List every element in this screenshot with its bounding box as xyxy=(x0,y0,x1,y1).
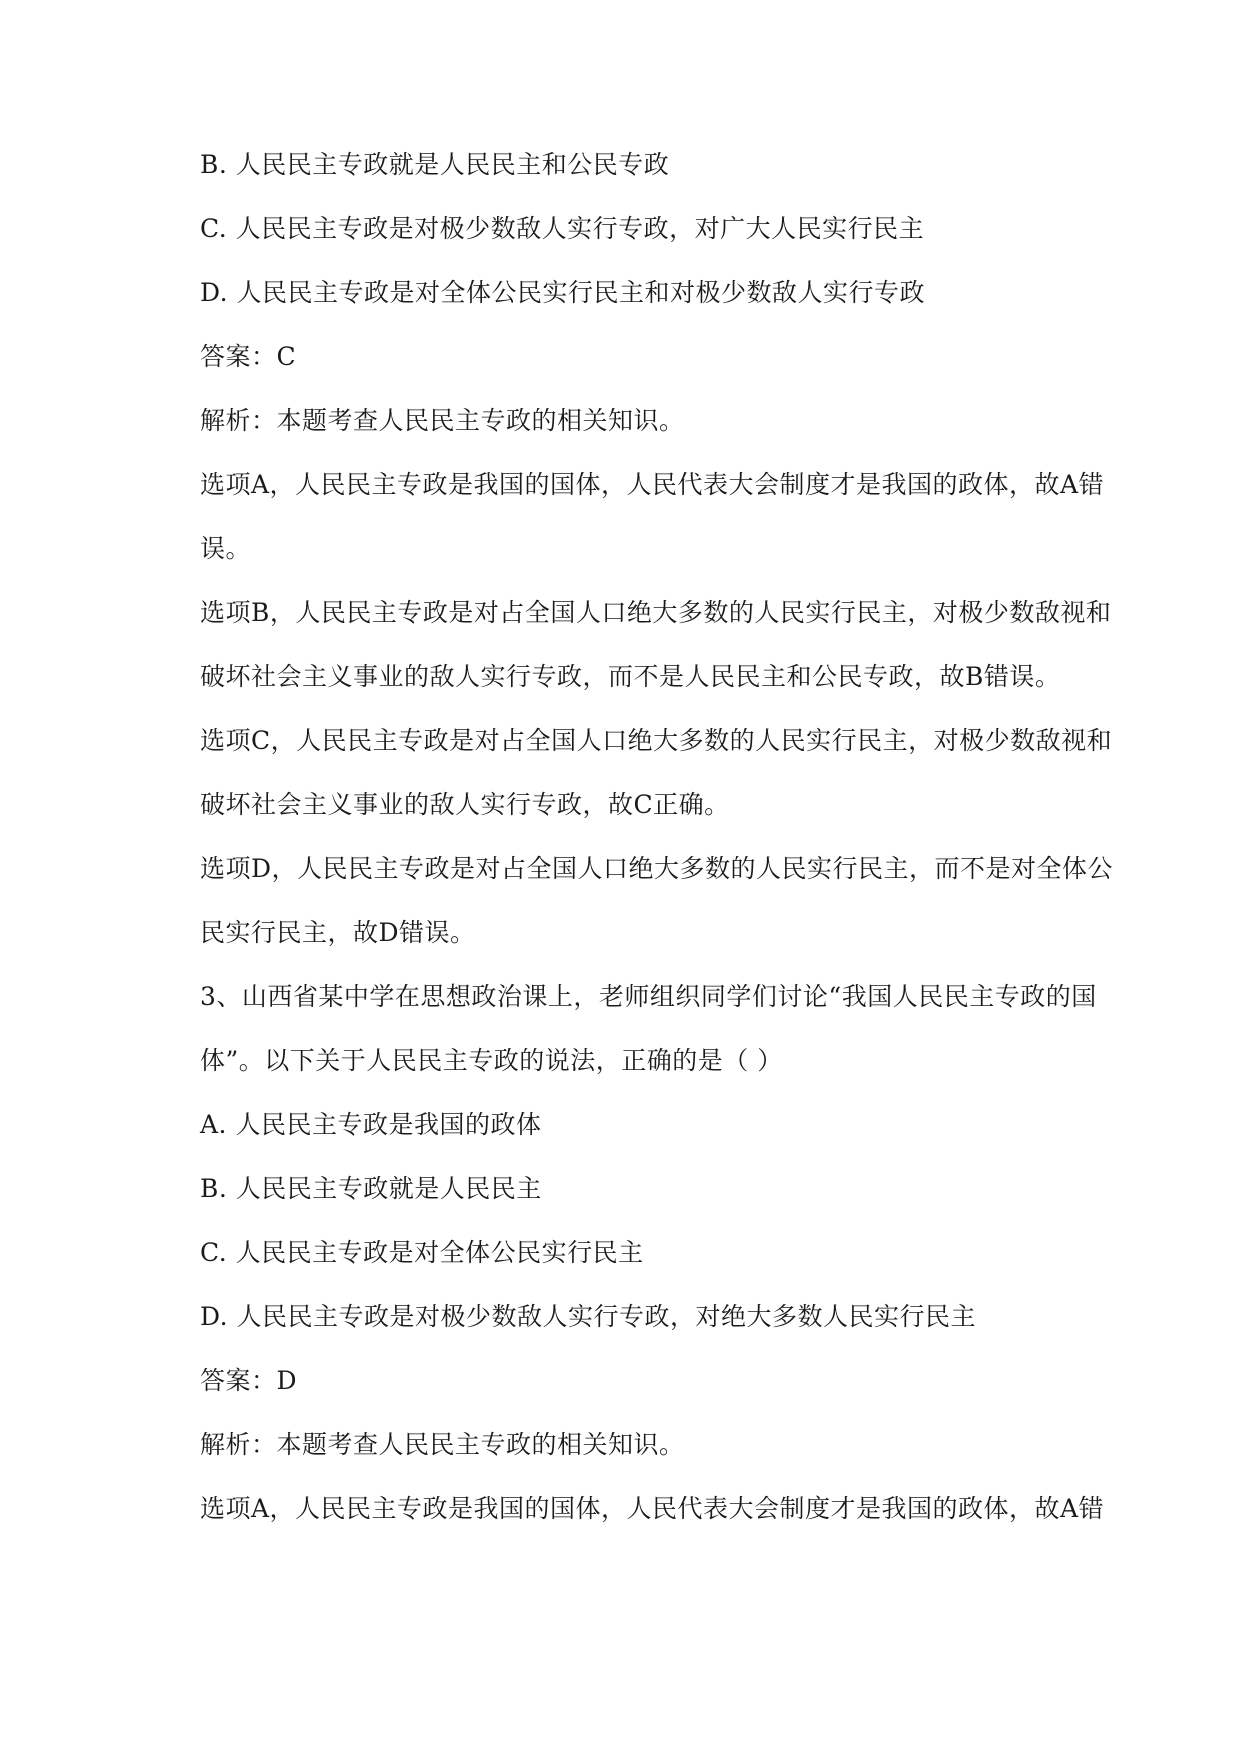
q3-option-d-line: D. 人民民主专政是对极少数敌人实行专政，对绝大多数人民实行民主 xyxy=(200,1302,977,1331)
analysis-d-line: 选项D，人民民主专政是对占全国人口绝大多数的人民实行民主，而不是对全体公 xyxy=(200,854,1114,883)
question-3-line-cont: 体”。以下关于人民民主专政的说法，正确的是（ ） xyxy=(200,1046,783,1075)
option-b-line: B. 人民民主专政就是人民民主和公民专政 xyxy=(200,150,670,179)
q3-option-c-line: C. 人民民主专政是对全体公民实行民主 xyxy=(200,1238,644,1267)
q3-option-a-line: A. 人民民主专政是我国的政体 xyxy=(200,1110,542,1139)
analysis-b-line: 选项B，人民民主专政是对占全国人口绝大多数的人民实行民主，对极少数敌视和 xyxy=(200,598,1112,627)
analysis-c-line: 选项C，人民民主专政是对占全国人口绝大多数的人民实行民主，对极少数敌视和 xyxy=(200,726,1113,755)
question-3-line: 3、山西省某中学在思想政治课上，老师组织同学们讨论“我国人民民主专政的国 xyxy=(200,982,1097,1011)
option-c-line: C. 人民民主专政是对极少数敌人实行专政，对广大人民实行民主 xyxy=(200,214,925,243)
analysis-d-line-cont: 民实行民主，故D错误。 xyxy=(200,918,476,947)
analysis-a-line-cont: 误。 xyxy=(200,534,252,563)
q3-analysis-a-line: 选项A，人民民主专政是我国的国体，人民代表大会制度才是我国的政体，故A错 xyxy=(200,1494,1105,1523)
answer-line: 答案：C xyxy=(200,342,297,371)
q3-option-b-line: B. 人民民主专政就是人民民主 xyxy=(200,1174,542,1203)
analysis-intro-line: 解析：本题考查人民民主专政的相关知识。 xyxy=(200,406,685,435)
q3-answer-line: 答案：D xyxy=(200,1366,298,1395)
analysis-c-line-cont: 破坏社会主义事业的敌人实行专政，故C正确。 xyxy=(200,790,730,819)
option-d-line: D. 人民民主专政是对全体公民实行民主和对极少数敌人实行专政 xyxy=(200,278,926,307)
q3-analysis-intro-line: 解析：本题考查人民民主专政的相关知识。 xyxy=(200,1430,685,1459)
analysis-a-line: 选项A，人民民主专政是我国的国体，人民代表大会制度才是我国的政体，故A错 xyxy=(200,470,1105,499)
analysis-b-line-cont: 破坏社会主义事业的敌人实行专政，而不是人民民主和公民专政，故B错误。 xyxy=(200,662,1061,691)
